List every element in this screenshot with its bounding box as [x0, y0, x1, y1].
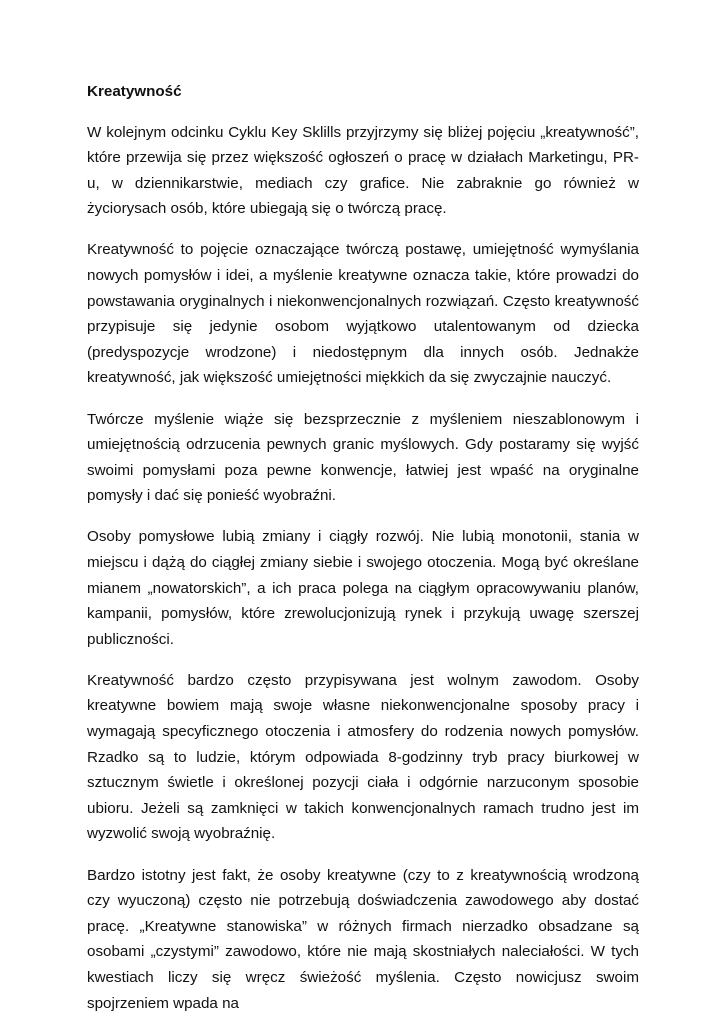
paragraph-creative-people: Osoby pomysłowe lubią zmiany i ciągły rozwój. Nie lubią monotonii, stania w miejscu i dążą do ciągłej zmiany siebie i swojego otoczenia. Mogą być określane mianem „nowatorskich”, a ich praca polega na ciągłym opracowywaniu planów, kampanii, pomysłów, które zrewolucjonizują rynek i przykują uwagę szerszej publiczności.: [87, 528, 639, 648]
paragraph-definition: Kreatywność to pojęcie oznaczające twórczą postawę, umiejętność wymyślania nowych pomysłów i idei, a myślenie kreatywne oznacza takie, które prowadzi do powstawania oryginalnych i niekonwencjonalnych rozwiązań. Często kreatywność przypisuje się jedynie osobom wyjątkowo utalentowanym od dziecka (predyspozycje wrodzone) i niedostępnym dla innych osób. Jednakże kreatywność, jak większość umiejętności miękkich da się zwyczajnie nauczyć.: [87, 241, 639, 387]
document-body: [87, 79, 639, 1032]
paragraph-experience: Bardzo istotny jest fakt, że osoby kreatywne (czy to z kreatywnością wrodzoną czy wyuczoną) często nie potrzebują doświadczenia zawodowego aby dostać pracę. „Kreatywne stanowiska” w różnych firmach nierzadko obsadzane są osobami „czystymi” zawodowo, które nie mają skostniałych naleciałości. W tych kwestiach liczy się wręcz świeżość myślenia. Często nowicjusz swoim spojrzeniem wpada na: [87, 866, 639, 1012]
document-title: Kreatywność: [87, 83, 182, 100]
paragraph-intro: W kolejnym odcinku Cyklu Key Sklills przyjrzymy się bliżej pojęciu „kreatywność”, które przewija się przez większość ogłoszeń o pracę w działach Marketingu, PR-u, w dziennikarstwie, mediach czy grafice. Nie zabraknie go również w życiorysach osób, które ubiegają się o twórczą pracę.: [87, 123, 639, 218]
paragraph-free-professions: Kreatywność bardzo często przypisywana jest wolnym zawodom. Osoby kreatywne bowiem mają swoje własne niekonwencjonalne sposoby pracy i wymagają specyficznego otoczenia i atmosfery do rodzenia nowych pomysłów. Rzadko są to ludzie, którym odpowiada 8-godzinny tryb pracy biurkowej w sztucznym świetle i określonej pozycji ciała i odgórnie narzuconym sposobie ubioru. Jeżeli są zamknięci w takich konwencjonalnych ramach trudno jest im wyzwolić swoją wyobraźnię.: [87, 671, 639, 843]
paragraph-thinking: Twórcze myślenie wiąże się bezsprzecznie z myśleniem nieszablonowym i umiejętnością odrzucenia pewnych granic myślowych. Gdy postaramy się wyjść swoimi pomysłami poza pewne konwencje, łatwiej jest wpaść na oryginalne pomysły i dać się ponieść wyobraźni.: [87, 410, 639, 505]
